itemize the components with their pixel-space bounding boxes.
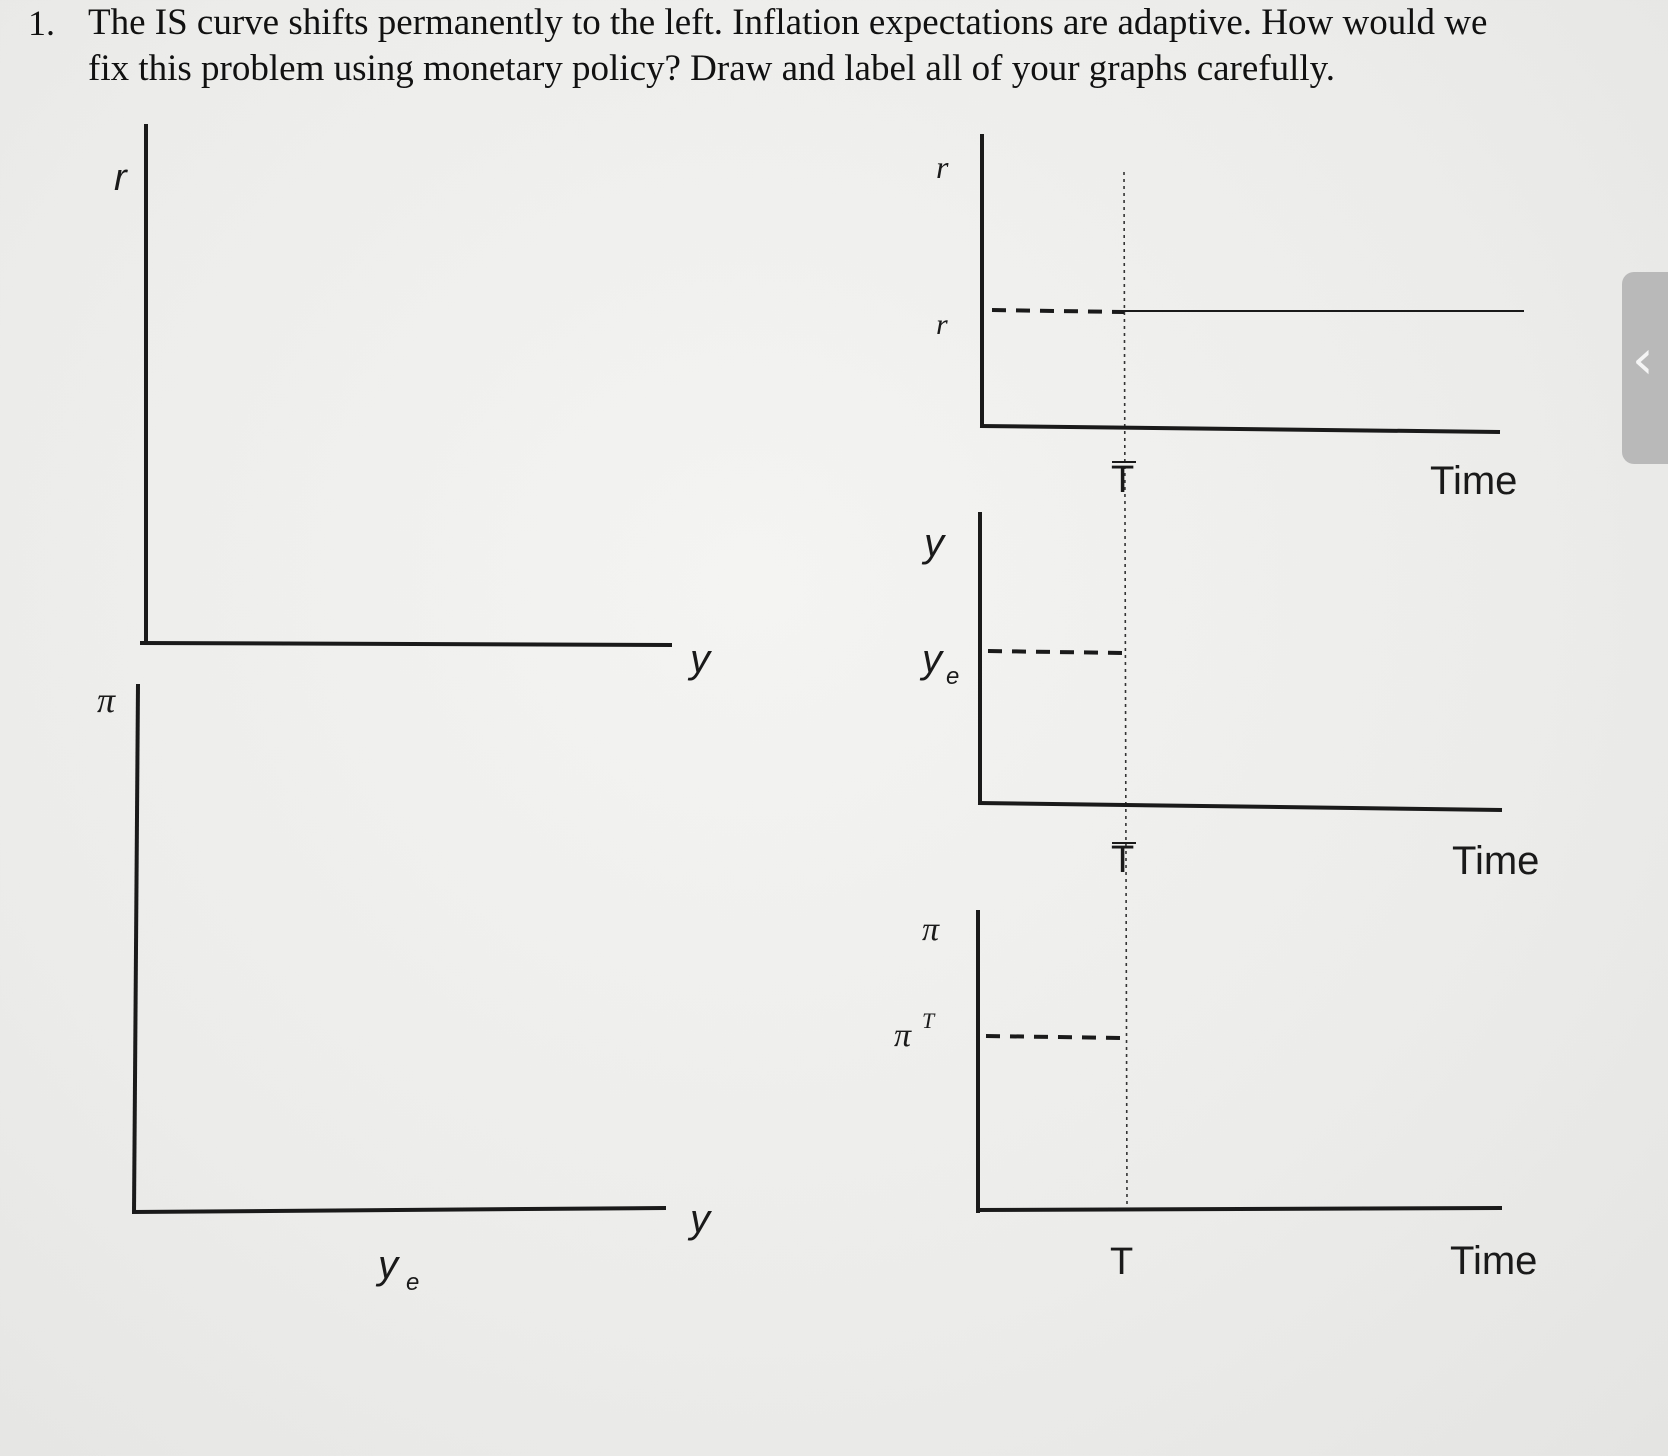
left-bottom-y-axis [134, 684, 138, 1213]
right2-x-label: Time [1452, 839, 1540, 883]
left-top-y-label: r [114, 157, 127, 199]
right2-y-label: y [924, 521, 944, 565]
time-T-dotted-line [1124, 172, 1127, 1205]
side-panel-tab[interactable] [1622, 272, 1668, 464]
right1-T-label: T [1111, 459, 1135, 501]
left-top-x-axis [140, 643, 672, 645]
right3-level-label: π [894, 1017, 912, 1054]
right2-level-subscript: e [946, 663, 960, 690]
right3-y-label: π [922, 911, 940, 948]
left-bottom-y-label: π [97, 680, 116, 720]
left-top-graph [114, 124, 713, 681]
question-number: 1. [28, 3, 55, 43]
left-bottom-x-axis [132, 1208, 666, 1212]
right1-y-label: r [936, 149, 949, 185]
right-graph-y [919, 512, 1539, 883]
right-graph-pi [894, 910, 1537, 1283]
right2-T-label: T [1111, 839, 1135, 881]
right2-x-axis [978, 803, 1502, 810]
question-line-2: fix this problem using monetary policy? Draw and label all of your graphs carefully. [88, 48, 1336, 89]
right1-level-label: r [936, 308, 948, 341]
right3-level-superscript: T [922, 1008, 935, 1033]
left-top-x-label: y [690, 637, 710, 681]
right3-x-label: Time [1450, 1239, 1538, 1283]
right3-x-axis [976, 1208, 1502, 1210]
question-line-1: The IS curve shifts permanently to the left. Inflation expectations are adaptive. How would we [88, 2, 1488, 43]
right2-level-label: y [922, 637, 942, 681]
right3-T-label: T [1110, 1241, 1134, 1283]
ye-marker-subscript: e [406, 1269, 420, 1296]
right-graph-r [936, 134, 1524, 503]
right3-piT-dashed-level [986, 1036, 1124, 1038]
right1-x-label: Time [1430, 459, 1518, 503]
left-bottom-graph [97, 680, 713, 1296]
ye-marker-label: y [378, 1243, 398, 1287]
left-bottom-x-label: y [690, 1197, 710, 1241]
right1-r-dashed-level [992, 310, 1124, 312]
right1-x-axis [980, 426, 1500, 432]
right2-ye-dashed-level [988, 651, 1122, 653]
chevron-left-icon: ‹ [1632, 328, 1654, 391]
